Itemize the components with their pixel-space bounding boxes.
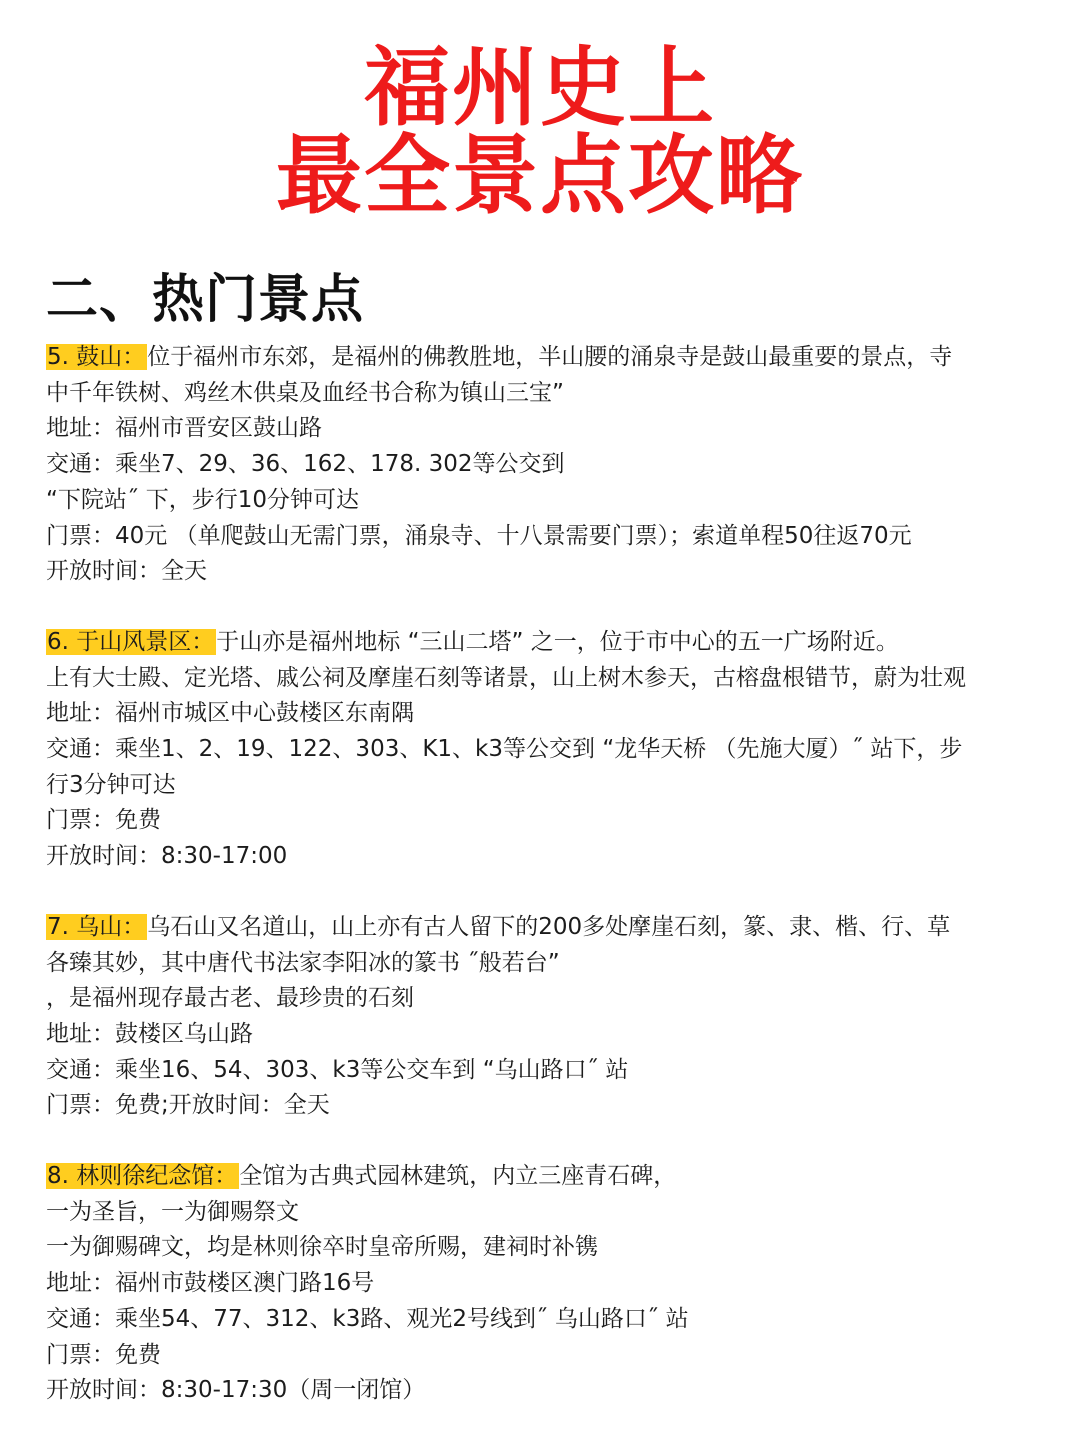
- spot-description: 位于福州市东郊，是福州的佛教胜地，半山腰的涌泉寺是鼓山最重要的景点，寺: [147, 344, 953, 370]
- spot-yushan: [46, 625, 1046, 875]
- spot-list: [46, 340, 1046, 1444]
- spot-intro: [46, 1159, 1046, 1195]
- spot-hours: 开放时间：8:30-17:00: [46, 843, 288, 870]
- spot-intro: [46, 910, 1046, 946]
- spot-address: 地址：福州市晋安区鼓山路: [46, 415, 322, 442]
- page-title-line-2: 最全景点攻略: [276, 126, 804, 226]
- spot-ticket: 门票：免费: [46, 1341, 161, 1368]
- spot-transport: 交通：乘坐16、54、303、k3等公交车到 “乌山路口˝ 站: [46, 1056, 629, 1083]
- spot-description-cont: 中千年铁树、鸡丝木供桌及血经书合称为镇山三宝”: [46, 379, 564, 406]
- spot-ticket: 门票：40元 （单爬鼓山无需门票，涌泉寺、十八景需要门票）；索道单程50往返70元: [46, 522, 912, 549]
- spot-transport: 交通：乘坐7、29、36、162、178. 302等公交到: [46, 451, 565, 478]
- spot-name-badge: 8. 林则徐纪念馆：: [47, 1163, 238, 1190]
- spot-description: 于山亦是福州地标 “三山二塔” 之一，位于市中心的五一广场附近。: [216, 628, 899, 655]
- spot-name-badge: 6. 于山风景区：: [47, 628, 215, 655]
- page-title-line-1: 福州史上: [364, 38, 716, 138]
- spot-description-cont: 上有大士殿、定光塔、戚公祠及摩崖石刻等诸景，山上树木参天，古榕盘根错节，蔚为壮观: [46, 664, 966, 691]
- spot-wushan: [46, 910, 1046, 1124]
- spot-intro: [46, 625, 1046, 661]
- spot-hours: 开放时间：全天: [46, 558, 207, 585]
- spot-address: 地址：福州市鼓楼区澳门路16号: [46, 1270, 375, 1297]
- spot-transport-cont: 行3分钟可达: [46, 771, 176, 798]
- spot-address: 地址：福州市城区中心鼓楼区东南隅: [46, 700, 414, 727]
- section-heading: 二、热门景点: [46, 270, 365, 330]
- spot-hours: 开放时间：8:30-17:30（周一闭馆）: [46, 1377, 426, 1404]
- spot-address: 地址：鼓楼区乌山路: [46, 1020, 253, 1047]
- spot-intro: [46, 340, 1046, 376]
- spot-description-cont: ，是福州现存最古老、最珍贵的石刻: [46, 985, 414, 1012]
- spot-gushan: [46, 340, 1046, 590]
- spot-description: 全馆为古典式园林建筑，内立三座青石碑，: [239, 1163, 677, 1190]
- spot-description-cont: 一为御赐碑文，均是林则徐卒时皇帝所赐，建祠时补镌: [46, 1234, 598, 1261]
- spot-description: 乌石山又名道山，山上亦有古人留下的200多处摩崖石刻，篆、隶、楷、行、草: [147, 913, 951, 940]
- spot-linzexu-memorial: [46, 1159, 1046, 1409]
- spot-description-cont: 一为圣旨，一为御赐祭文: [46, 1198, 299, 1225]
- spot-name-badge: 5. 鼓山：: [47, 344, 146, 370]
- spot-transport: 交通：乘坐1、2、19、122、303、K1、k3等公交到 “龙华天桥 （先施大厦）˝ 站下，步: [46, 736, 963, 763]
- spot-description-cont: 各臻其妙，其中唐代书法家李阳冰的篆书 ˝般若台”: [46, 949, 560, 976]
- spot-transport: 交通：乘坐54、77、312、k3路、观光2号线到˝ 乌山路口˝ 站: [46, 1305, 689, 1332]
- spot-ticket-hours: 门票：免费;开放时间：全天: [46, 1092, 330, 1119]
- spot-name-badge: 7. 乌山：: [47, 913, 146, 940]
- spot-ticket: 门票：免费: [46, 807, 161, 834]
- spot-transport-cont: “下院站˝ 下，步行10分钟可达: [46, 486, 359, 513]
